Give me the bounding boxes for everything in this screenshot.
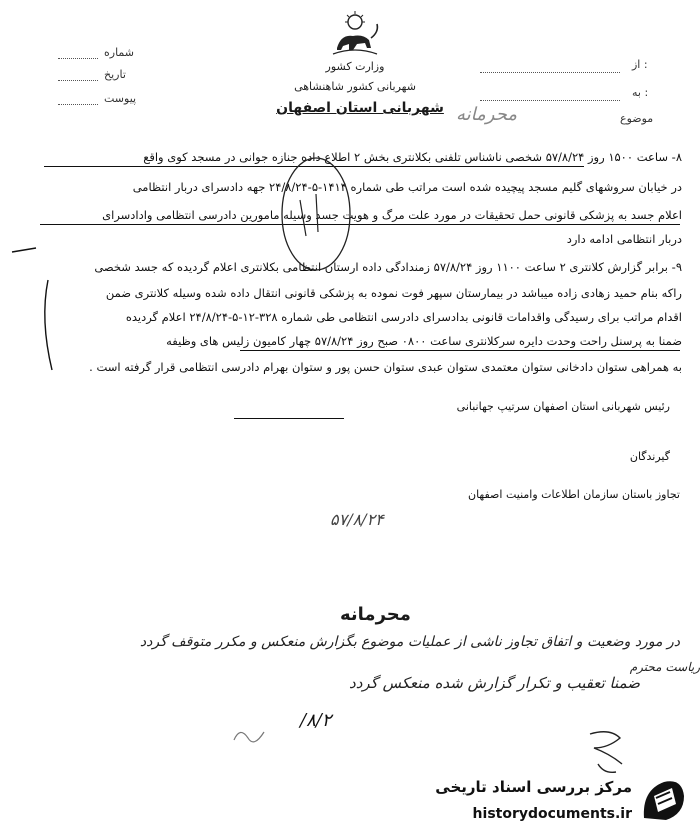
body-line-4: دربار انتظامی ادامه دارد xyxy=(566,232,682,246)
history-documents-logo-icon xyxy=(636,774,690,828)
lion-and-sun-emblem-icon xyxy=(327,8,383,58)
handwritten-scribble-icon xyxy=(230,720,270,750)
from-label: از : xyxy=(632,58,648,71)
confidential-title: محرمانه xyxy=(340,604,411,625)
body-line-1: ۸- ساعت ۱۵۰۰ روز ۵۷/۸/۲۴ شخصی ناشناس تلفنی بکلانتری بخش ۲ اطلاع داده جنازه جوانی در مسجد کوی واقع xyxy=(143,150,682,164)
body-line-5: ۹- برابر گزارش کلانتری ۲ ساعت ۱۱۰۰ روز ۵۷/۸/۲۴ زمندادگی داده ارستان انتظامی بکلانتری اعلام گردیده که جسد شخصی xyxy=(94,260,682,274)
body-line-3: اعلام جسد به پزشکی قانونی حمل تحقیقات در مورد علت مرگ و هویت جسد وسیله مامورین دادرسی انتظامی وادادسرای xyxy=(102,208,682,222)
recipients-line: تجاوز باستان سازمان اطلاعات وامنیت اصفهان xyxy=(467,488,680,501)
note-line-3: ضمنا تعقیب و تکرار گزارش شده منعکس گردد xyxy=(349,674,640,692)
body-line-2: در خیابان سروشهای گلیم مسجد پیچیده شده است مراتب طی شماره ۱۴۱۴-۵-۲۴/۸/۲۴ جهه دادسرای دربار انتظامی xyxy=(132,180,682,194)
to-label: به : xyxy=(632,86,649,99)
body-line-8: ضمنا به پرسنل راحت وحدت دایره سرکلانتری ساعت ۰۸۰۰ صبح روز ۵۷/۸/۲۴ چهار کامیون زلیس های وظیفه xyxy=(166,334,682,348)
handwritten-initials-icon xyxy=(580,724,630,780)
subject-handwriting-faint: ﻣﺤﺮﻣﺎﻧﻪ xyxy=(456,104,517,125)
watermark-url: historydocuments.ir xyxy=(472,806,632,822)
body-line-7: اقدام مراتب برای رسیدگی واقدامات قانونی بدادسرای دادرسی انتظامی طی شماره ۳۲۸-۱۲-۵-۲۴/۸/۲۴ اعلام گردیده xyxy=(125,310,682,324)
attachment-label: پیوست xyxy=(104,92,137,105)
police-title: شهربانی کشور شاهنشاهی xyxy=(294,80,416,93)
note-line-2: ریاست محترم xyxy=(629,660,700,674)
ministry-title: وزارت کشور xyxy=(325,60,385,73)
number-label: شماره xyxy=(104,46,135,59)
body-line-9: به همراهی ستوان دادخانی ستوان معتمدی ستوان عبدی ستوان حسن پور و ستوان بهرام دادرسی انتظامی قرار گرفته است . xyxy=(89,360,682,374)
office-title: شهربانی استان اصفهان xyxy=(276,100,444,116)
handwritten-date-mark: ۵۷/۸/۲۴ xyxy=(330,510,384,529)
to-dotted-line xyxy=(480,100,620,101)
note-date: ۸/۲/ xyxy=(300,710,332,731)
body-line-6: راکه بنام حمید زهادی زاده میباشد در بیمارستان سپهر فوت نموده به پزشکی قانونی انتقال داده شده وسیله کلانتری ضمن xyxy=(105,286,682,300)
number-dotted-line xyxy=(58,58,98,59)
from-dotted-line xyxy=(480,72,620,73)
subject-label: موضوع xyxy=(620,112,654,125)
watermark-title: مرکز بررسی اسناد تاریخی xyxy=(435,778,632,796)
signature-line: رئیس شهربانی استان اصفهان سرتیپ جهانبانی xyxy=(456,400,670,413)
date-dotted-line xyxy=(58,80,98,81)
annotation-marks xyxy=(0,140,700,400)
attachment-dotted-line xyxy=(58,104,98,105)
signature-underline xyxy=(234,418,344,419)
recipients-label: گیرندگان xyxy=(629,450,670,463)
note-line-1: در مورد وضعیت و اتفاق تجاوز ناشی از عملیات موضوع بگزارش منعکس و مکرر متوقف گردد xyxy=(139,634,680,650)
date-label: تاریخ xyxy=(104,68,126,81)
